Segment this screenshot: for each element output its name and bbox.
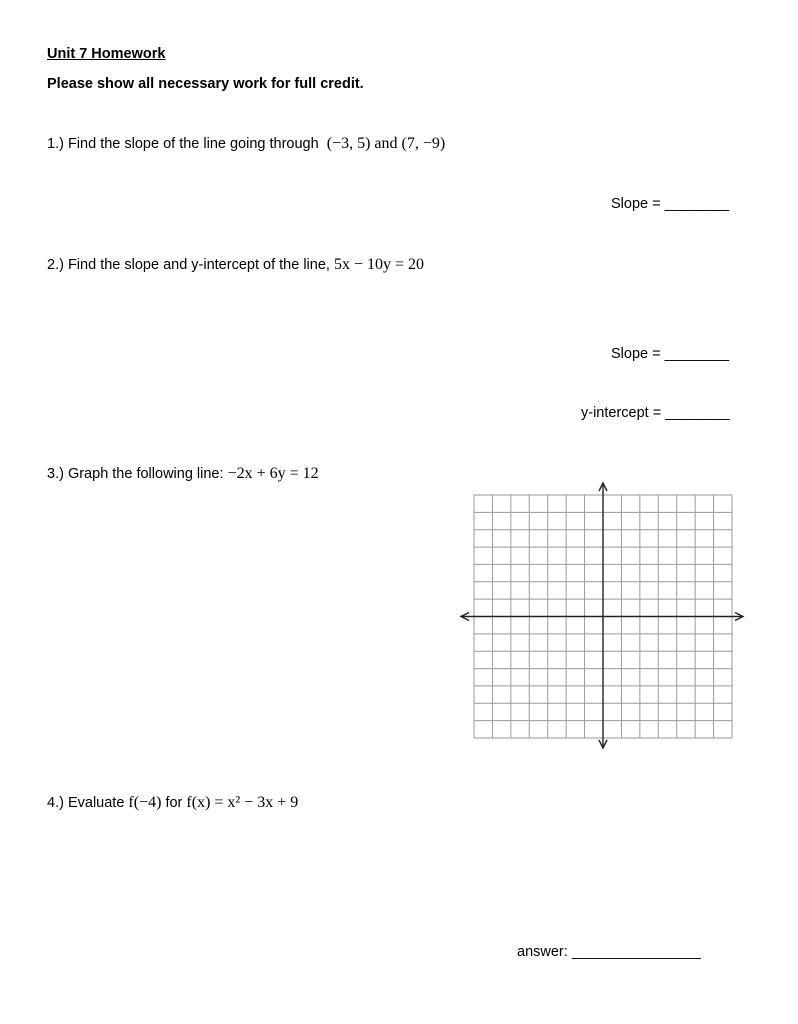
question-text: Find the slope of the line going through [67, 136, 319, 152]
answer-blank[interactable]: ________ [664, 346, 730, 362]
page-title: Unit 7 Homework [47, 46, 166, 62]
question-text: Find the slope and y-intercept of the line, [67, 257, 330, 273]
question-number: 1.) [47, 136, 64, 152]
question-2 [47, 256, 424, 274]
answer-blank[interactable]: ________ [665, 405, 730, 421]
question-math: −2x + 6y = 12 [227, 465, 319, 482]
answer-label: Slope = [611, 346, 661, 362]
question-3 [47, 465, 319, 483]
y-intercept-answer[interactable] [581, 405, 730, 421]
instructions: Please show all necessary work for full credit. [47, 76, 364, 92]
question-1 [47, 135, 445, 153]
question-math-2: f(x) = x² − 3x + 9 [186, 794, 299, 811]
question-math-1: f(−4) [128, 794, 162, 811]
answer-blank[interactable]: ________________ [571, 944, 701, 960]
question-text: Evaluate [67, 795, 125, 811]
question-text: Graph the following line: [67, 466, 224, 482]
slope-answer-2[interactable] [611, 346, 729, 362]
answer-4[interactable] [517, 944, 701, 960]
slope-answer-1[interactable] [611, 196, 729, 212]
question-text-middle: for [165, 795, 183, 811]
answer-label: answer: [517, 944, 568, 960]
question-number: 2.) [47, 257, 64, 273]
question-number: 3.) [47, 466, 64, 482]
question-math: (−3, 5) and (7, −9) [326, 135, 446, 152]
question-4 [47, 794, 298, 812]
answer-label: Slope = [611, 196, 661, 212]
question-number: 4.) [47, 795, 64, 811]
coordinate-grid[interactable] [455, 478, 755, 758]
answer-blank[interactable]: ________ [664, 196, 730, 212]
answer-label: y-intercept = [581, 405, 662, 421]
question-math: 5x − 10y = 20 [333, 256, 424, 273]
